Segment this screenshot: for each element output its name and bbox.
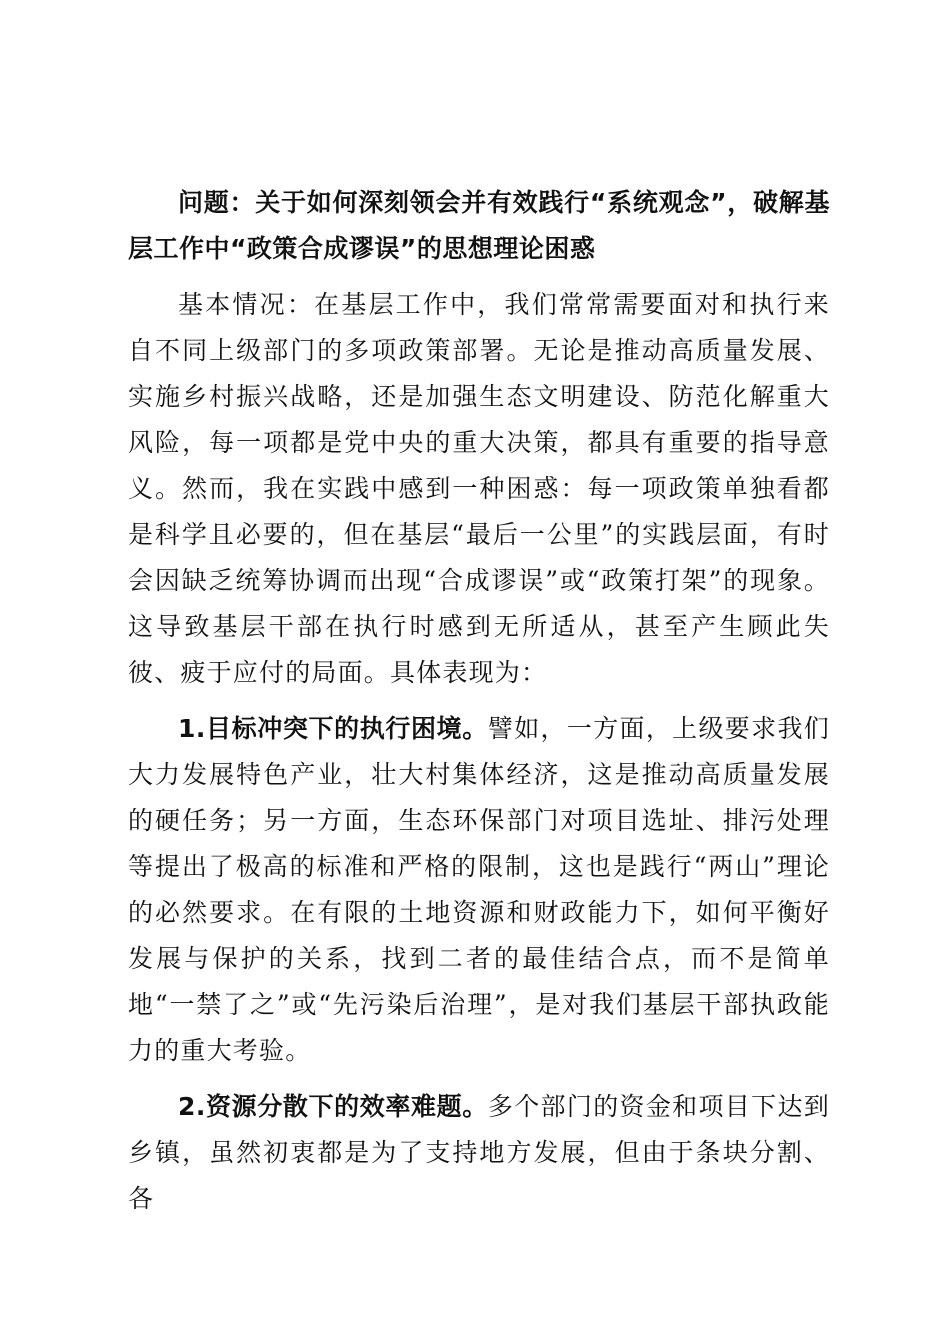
document-title: 问题：关于如何深刻领会并有效践行“系统观念”，破解基层工作中“政策合成谬误”的思想理论困惑 [128,188,830,263]
paragraph-point-1 [128,706,830,1074]
paragraph-point-2 [128,1084,830,1222]
paragraph-text: 多个部门的资金和项目下达到乡镇，虽然初衷都是为了支持地方发展，但由于条块分割、各 [128,1092,830,1213]
paragraph-text: 基本情况：在基层工作中，我们常常需要面对和执行来自不同上级部门的多项政策部署。无论是推动高质量发展、实施乡村振兴战略，还是加强生态文明建设、防范化解重大风险，每一项都是党中央的重大决策，都具有重要的指导意义。然而，我在实践中感到一种困惑：每一项政策单独看都是科学且必要的，但在基层“最后一公里”的实践层面，有时会因缺乏统筹协调而出现“合成谬误”或“政策打架”的现象。这导致基层干部在执行时感到无所适从，甚至产生顾此失彼、疲于应付的局面。具体表现为： [128,290,830,687]
paragraph-lead: 2.资源分散下的效率难题。 [178,1092,488,1121]
paragraph-lead: 1.目标冲突下的执行困境。 [178,714,488,743]
paragraph-basic-situation [128,282,830,696]
document-body [128,180,830,1232]
paragraph-text: 譬如，一方面，上级要求我们大力发展特色产业，壮大村集体经济，这是推动高质量发展的硬任务；另一方面，生态环保部门对项目选址、排污处理等提出了极高的标准和严格的限制，这也是践行“两山”理论的必然要求。在有限的土地资源和财政能力下，如何平衡好发展与保护的关系，找到二者的最佳结合点，而不是简单地“一禁了之”或“先污染后治理”，是对我们基层干部执政能力的重大考验。 [128,714,830,1065]
